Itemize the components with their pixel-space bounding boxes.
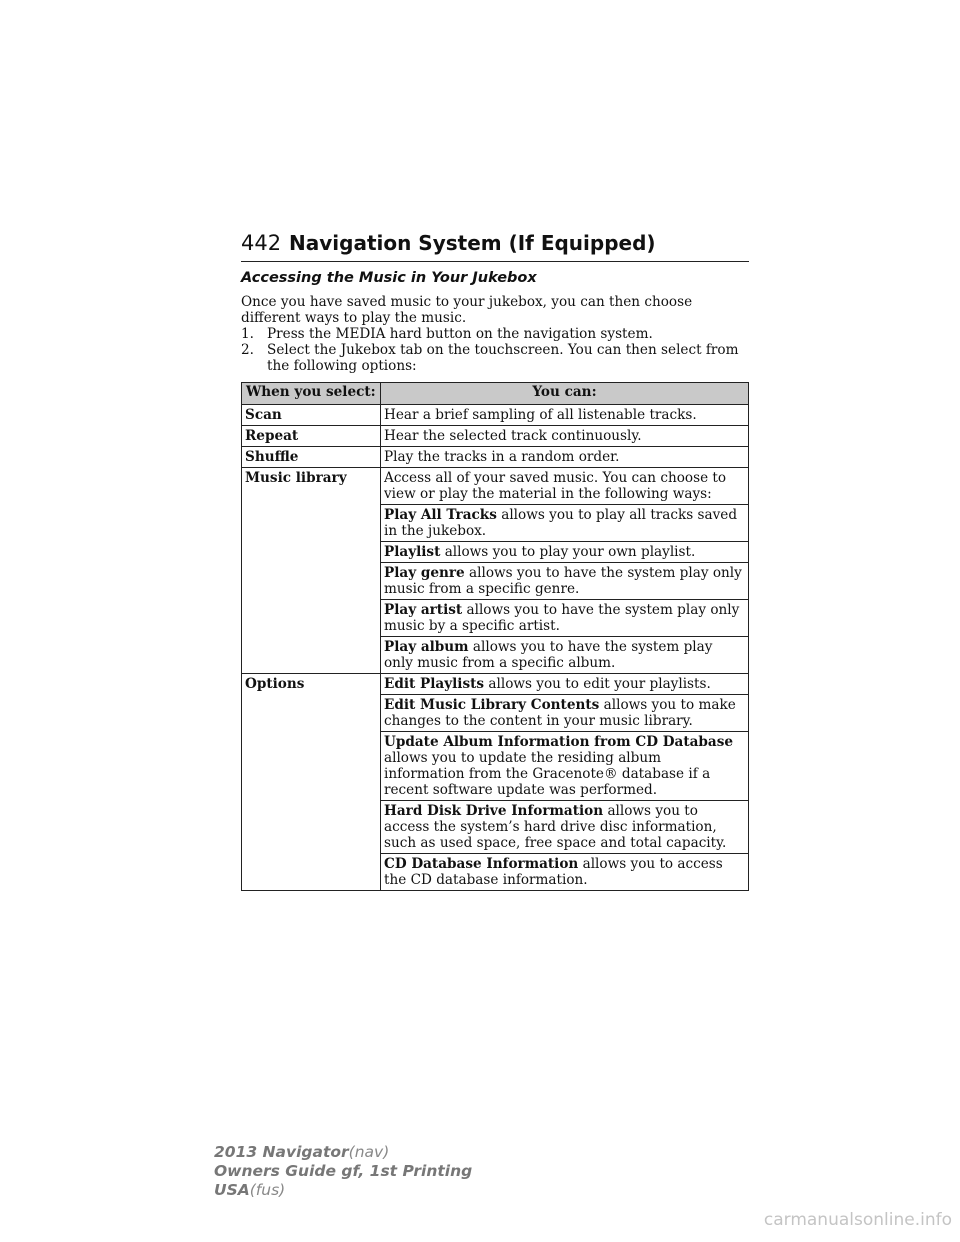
- step-number: 2.: [241, 342, 254, 358]
- column-header-select: When you select:: [242, 383, 381, 405]
- table-row: [242, 468, 749, 505]
- intro-paragraph: Once you have saved music to your jukebox, you can then choose different ways to play the music.: [241, 294, 693, 326]
- step-number: 1.: [241, 326, 254, 342]
- sub-option: [381, 542, 749, 563]
- sub-option-term: CD Database Information: [384, 856, 579, 872]
- row-text: Play the tracks in a random order.: [381, 447, 749, 468]
- sub-option-desc: allows you to play your own playlist.: [444, 544, 696, 560]
- row-label: Repeat: [242, 426, 381, 447]
- sub-option-desc: allows you to access the CD database information.: [384, 856, 723, 888]
- sub-option-desc: allows you to have the system play only music from a specific genre.: [384, 565, 742, 597]
- subheading: Accessing the Music in Your Jukebox: [241, 270, 537, 286]
- table-row: [242, 447, 749, 468]
- sub-option-desc: allows you to have the system play only music by a specific artist.: [384, 602, 740, 634]
- watermark: carmanualsonline.info: [763, 1210, 952, 1230]
- sub-option-term: Play album: [384, 639, 469, 655]
- footer-edition: Owners Guide gf, 1st Printing: [214, 1162, 473, 1180]
- row-label: Shuffle: [242, 447, 381, 468]
- steps-list: [241, 326, 751, 374]
- sub-option: [381, 505, 749, 542]
- step-text: Press the MEDIA hard button on the navigation system.: [267, 326, 653, 342]
- sub-option-term: Hard Disk Drive Information: [384, 803, 604, 819]
- sub-option-term: Play genre: [384, 565, 465, 581]
- jukebox-options-table: [241, 382, 749, 891]
- table-row: [242, 674, 749, 695]
- sub-option-term: Edit Music Library Contents: [384, 697, 600, 713]
- table-row: [242, 426, 749, 447]
- options-label: Options: [242, 674, 381, 891]
- music-library-label: Music library: [242, 468, 381, 674]
- sub-option-desc: allows you to access the system’s hard drive disc information, such as used space, free space and total capacity.: [384, 803, 727, 851]
- row-text: Hear a brief sampling of all listenable tracks.: [381, 405, 749, 426]
- sub-option: [381, 854, 749, 891]
- step-text: Select the Jukebox tab on the touchscreen. You can then select from the following options:: [267, 342, 739, 374]
- table-row: [242, 405, 749, 426]
- section-title: Navigation System (If Equipped): [289, 231, 656, 255]
- sub-option: [381, 674, 749, 695]
- sub-option-desc: allows you to make changes to the content in your music library.: [384, 697, 736, 729]
- sub-option: [381, 732, 749, 801]
- footer-line: [214, 1143, 472, 1162]
- column-header-can: You can:: [381, 383, 749, 405]
- sub-option-term: Playlist: [384, 544, 441, 560]
- row-text: Hear the selected track continuously.: [381, 426, 749, 447]
- footer-market-code: (fus): [249, 1181, 286, 1199]
- sub-option: [381, 600, 749, 637]
- sub-option: [381, 563, 749, 600]
- sub-option-term: Play artist: [384, 602, 463, 618]
- sub-option-term: Update Album Information from CD Database: [384, 734, 734, 750]
- step-item: [241, 342, 751, 374]
- sub-option: [381, 801, 749, 854]
- page-header: [241, 229, 749, 262]
- sub-option: [381, 695, 749, 732]
- footer-line: [214, 1181, 472, 1200]
- page-number: 442: [241, 231, 282, 255]
- footer-market: USA: [214, 1181, 250, 1199]
- sub-option-desc: allows you to have the system play only music from a specific album.: [384, 639, 713, 671]
- sub-option-term: Play All Tracks: [384, 507, 497, 523]
- sub-option-desc: allows you to play all tracks saved in the jukebox.: [384, 507, 738, 539]
- sub-option-desc: allows you to edit your playlists.: [488, 676, 711, 692]
- row-label: Scan: [242, 405, 381, 426]
- body-text: [241, 294, 751, 374]
- step-item: [241, 326, 751, 342]
- sub-option-desc: allows you to update the residing album information from the Gracenote® database if a recent software update was performed.: [384, 750, 711, 798]
- music-library-intro: Access all of your saved music. You can choose to view or play the material in the following ways:: [381, 468, 749, 505]
- footer-model: 2013 Navigator: [214, 1143, 349, 1161]
- sub-option: [381, 637, 749, 674]
- footer-print-info: [214, 1143, 472, 1200]
- sub-option-term: Edit Playlists: [384, 676, 485, 692]
- table-header-row: [242, 383, 749, 405]
- footer-model-code: (nav): [348, 1143, 390, 1161]
